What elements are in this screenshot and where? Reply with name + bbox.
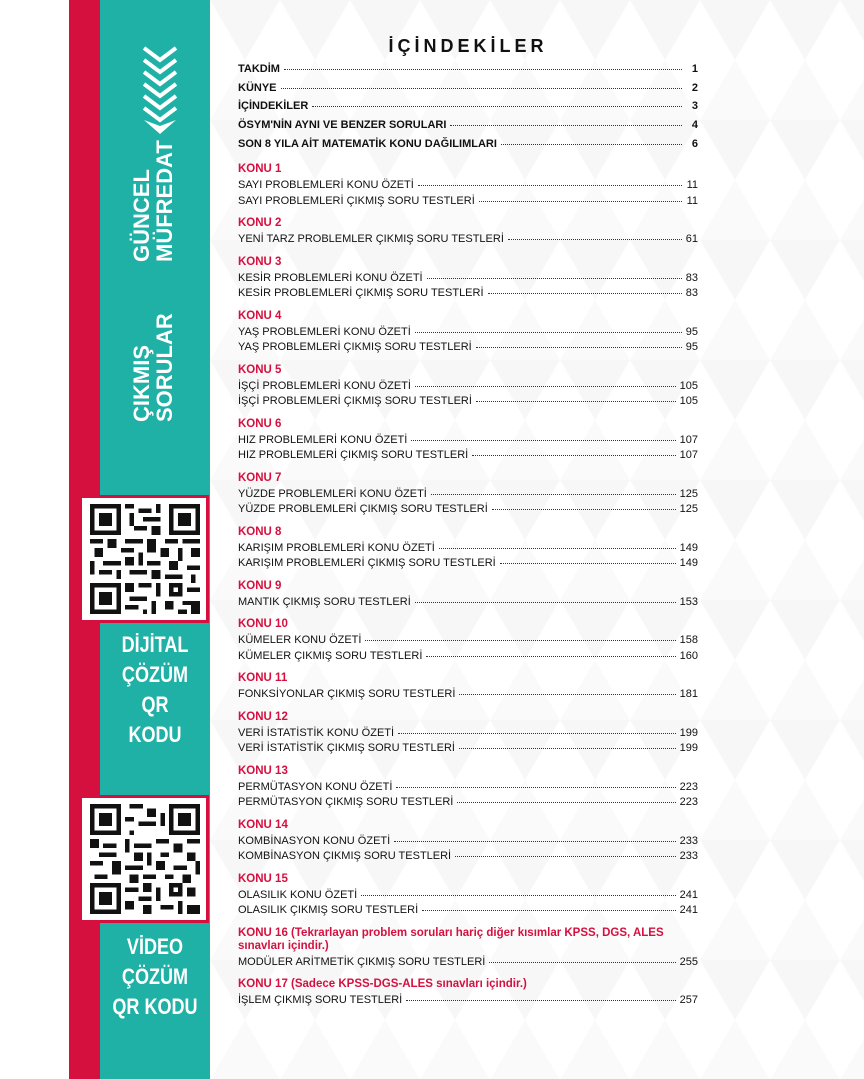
toc-section-heading: KONU 4 [238, 309, 282, 322]
toc-leader-dots [508, 239, 682, 240]
toc-leader-dots [492, 509, 676, 510]
toc-leader-dots [431, 494, 676, 495]
toc-section-heading: KONU 6 [238, 417, 282, 430]
toc-entry[interactable] [238, 994, 698, 1010]
toc-entry-label: SAYI PROBLEMLERİ KONU ÖZETİ [238, 179, 414, 192]
toc-entry-label: KOMBİNASYON ÇIKMIŞ SORU TESTLERİ [238, 850, 452, 863]
toc-entry[interactable] [238, 956, 698, 972]
toc-entry-label: İŞLEM ÇIKMIŞ SORU TESTLERİ [238, 994, 403, 1007]
toc-section-heading: KONU 14 [238, 818, 288, 831]
toc-leader-dots [488, 293, 682, 294]
toc-entry[interactable] [238, 488, 698, 504]
toc-entry[interactable] [238, 742, 698, 758]
toc-entry-page: 125 [679, 487, 698, 500]
toc-entry-label: YAŞ PROBLEMLERİ KONU ÖZETİ [238, 325, 411, 338]
toc-entry[interactable] [238, 688, 698, 704]
toc-entry-page: 11 [686, 179, 698, 192]
toc-entry-page: 181 [679, 688, 698, 701]
qr1-label-line: DİJİTAL [121, 632, 189, 657]
toc-section-heading: KONU 1 [238, 163, 282, 176]
digital-solution-qr-code[interactable] [79, 495, 209, 623]
toc-entry[interactable] [238, 650, 698, 666]
toc-section-heading: KONU 13 [238, 764, 288, 777]
toc-entry-page: 107 [679, 433, 698, 446]
toc-entry[interactable] [238, 634, 698, 650]
toc-entry-page: 95 [685, 325, 698, 338]
toc-entry-label: KESİR PROBLEMLERİ KONU ÖZETİ [238, 271, 423, 284]
toc-section-heading: KONU 2 [238, 217, 282, 230]
sidebar-guncel-mufredat [130, 140, 176, 262]
toc-leader-dots [312, 106, 682, 107]
toc-entry-page: 3 [691, 100, 698, 113]
toc-entry-page: 257 [679, 994, 698, 1007]
toc-leader-dots [427, 278, 682, 279]
qr1-label-line: ÇÖZÜM [121, 662, 189, 687]
toc-entry[interactable] [238, 781, 698, 797]
toc-leader-dots [281, 88, 682, 89]
toc-entry[interactable] [238, 100, 698, 119]
toc-entry[interactable] [238, 850, 698, 866]
toc-entry[interactable] [238, 449, 698, 465]
toc-entry-page: 1 [691, 63, 698, 75]
toc-entry-page: 2 [691, 81, 698, 94]
toc-section-heading: KONU 5 [238, 363, 282, 376]
toc-entry[interactable] [238, 341, 698, 357]
toc-entry[interactable] [238, 503, 698, 519]
toc-entry-label: KESİR PROBLEMLERİ ÇIKMIŞ SORU TESTLERİ [238, 287, 484, 300]
toc-entry[interactable] [238, 542, 698, 558]
toc-leader-dots [472, 455, 675, 456]
toc-entry-label: YÜZDE PROBLEMLERİ KONU ÖZETİ [238, 487, 427, 500]
toc-entry[interactable] [238, 796, 698, 812]
toc-leader-dots [459, 748, 676, 749]
sidebar-guncel: GÜNCEL [129, 169, 154, 262]
digital-solution-qr-label [110, 630, 200, 750]
toc-section-heading: KONU 3 [238, 255, 282, 268]
qr1-label-line: QR [141, 692, 169, 717]
sidebar-sorular: SORULAR [152, 313, 177, 422]
video-solution-qr-code[interactable] [79, 795, 209, 923]
toc-entry-page: 149 [679, 541, 698, 554]
toc-leader-dots [459, 694, 675, 695]
toc-entry-label: VERİ İSTATİSTİK ÇIKMIŞ SORU TESTLERİ [238, 742, 455, 755]
toc-entry-page: 153 [679, 595, 698, 608]
toc-leader-dots [284, 69, 682, 70]
toc-entry-page: 241 [679, 904, 698, 917]
toc-entry[interactable] [238, 233, 698, 249]
sidebar-cikmis: ÇIKMIŞ [129, 345, 154, 422]
toc-entry-label: İÇİNDEKİLER [238, 100, 309, 113]
toc-entry-label: YENİ TARZ PROBLEMLER ÇIKMIŞ SORU TESTLERİ [238, 233, 504, 246]
toc-entry-label: TAKDİM [238, 63, 280, 75]
toc-leader-dots [457, 802, 675, 803]
toc-entry-label: PERMÜTASYON KONU ÖZETİ [238, 780, 393, 793]
toc-leader-dots [365, 640, 675, 641]
toc-section-heading: KONU 8 [238, 525, 282, 538]
toc-entry-page: 6 [691, 137, 698, 150]
toc-entry-page: 125 [679, 503, 698, 516]
toc-entry-label: YAŞ PROBLEMLERİ ÇIKMIŞ SORU TESTLERİ [238, 341, 472, 354]
toc-leader-dots [415, 602, 676, 603]
toc-entry[interactable] [238, 596, 698, 612]
page-title: İÇİNDEKİLER [388, 36, 548, 56]
toc-entry[interactable] [238, 835, 698, 851]
toc-entry[interactable] [238, 272, 698, 288]
sidebar-mufredat: MÜFREDAT [152, 140, 177, 262]
toc-entry[interactable] [238, 179, 698, 195]
toc-entry-page: 158 [679, 634, 698, 647]
video-solution-qr-label [110, 932, 200, 1022]
toc-leader-dots [415, 386, 676, 387]
toc-entry-page: 83 [685, 287, 698, 300]
toc-leader-dots [418, 185, 682, 186]
qr1-label-line: KODU [128, 722, 182, 747]
toc-entry-label: MODÜLER ARİTMETİK ÇIKMIŞ SORU TESTLERİ [238, 955, 486, 968]
toc-entry-page: 241 [679, 888, 698, 901]
toc-entry-label: OLASILIK KONU ÖZETİ [238, 888, 358, 901]
toc-entry-label: KÜMELER KONU ÖZETİ [238, 634, 362, 647]
toc-entry[interactable] [238, 380, 698, 396]
toc-entry[interactable] [238, 326, 698, 342]
toc-section-heading: KONU 17 (Sadece KPSS-DGS-ALES sınavları içindir.) [238, 978, 527, 991]
toc-leader-dots [394, 841, 675, 842]
toc-entry[interactable] [238, 82, 698, 101]
toc-entry-page: 160 [679, 649, 698, 662]
qr2-label-line: VİDEO [126, 934, 184, 959]
toc-leader-dots [476, 401, 676, 402]
toc-entry-label: YÜZDE PROBLEMLERİ ÇIKMIŞ SORU TESTLERİ [238, 503, 488, 516]
toc-leader-dots [361, 895, 675, 896]
toc-leader-dots [396, 787, 675, 788]
toc-leader-dots [501, 144, 682, 145]
toc-entry-label: KÜMELER ÇIKMIŞ SORU TESTLERİ [238, 649, 423, 662]
toc-entry[interactable] [238, 557, 698, 573]
toc-entry-page: 83 [685, 271, 698, 284]
qr-code-icon [90, 504, 200, 614]
toc-entry[interactable] [238, 904, 698, 920]
toc-entry-page: 11 [686, 194, 698, 207]
toc-entry[interactable] [238, 195, 698, 211]
toc-leader-dots [406, 1000, 675, 1001]
toc-entry-page: 149 [679, 557, 698, 570]
toc-section-heading: KONU 12 [238, 710, 288, 723]
toc-entry[interactable] [238, 138, 698, 157]
toc-entry-label: SON 8 YILA AİT MATEMATİK KONU DAĞILIMLARI [238, 137, 497, 150]
toc-section-heading: KONU 9 [238, 579, 282, 592]
toc-entry-page: 233 [679, 850, 698, 863]
toc-entry-label: KOMBİNASYON KONU ÖZETİ [238, 834, 391, 847]
qr2-label-line: ÇÖZÜM [121, 964, 189, 989]
toc-leader-dots [489, 962, 675, 963]
toc-leader-dots [422, 910, 676, 911]
toc-entry-label: İŞÇİ PROBLEMLERİ ÇIKMIŞ SORU TESTLERİ [238, 395, 472, 408]
toc-entry-page: 107 [679, 449, 698, 462]
toc-leader-dots [450, 125, 682, 126]
qr2-label-line: QR KODU [112, 994, 198, 1019]
toc-leader-dots [500, 563, 676, 564]
toc-entry-page: 255 [679, 955, 698, 968]
toc-section-heading: KONU 15 [238, 872, 288, 885]
toc-entry-label: KARIŞIM PROBLEMLERİ ÇIKMIŞ SORU TESTLERİ [238, 557, 496, 570]
toc-entry-page: 105 [679, 395, 698, 408]
toc-entry[interactable] [238, 727, 698, 743]
qr-code-icon [90, 804, 200, 914]
toc-leader-dots [476, 347, 682, 348]
toc-entry-label: KÜNYE [238, 81, 277, 94]
toc-entry-page: 223 [679, 780, 698, 793]
toc-entry[interactable] [238, 287, 698, 303]
toc-entry-page: 223 [679, 796, 698, 809]
toc-entry-label: VERİ İSTATİSTİK KONU ÖZETİ [238, 726, 395, 739]
toc-entry[interactable] [238, 395, 698, 411]
toc-entry-page: 61 [685, 233, 698, 246]
toc-leader-dots [426, 656, 675, 657]
toc-entry[interactable] [238, 434, 698, 450]
toc-entry-page: 105 [679, 379, 698, 392]
table-of-contents [238, 63, 698, 1010]
sidebar-cikmis-sorular [130, 313, 176, 422]
toc-entry-page: 4 [691, 119, 698, 132]
toc-section-heading: KONU 11 [238, 672, 288, 685]
toc-leader-dots [479, 201, 682, 202]
toc-entry-label: FONKSİYONLAR ÇIKMIŞ SORU TESTLERİ [238, 688, 456, 701]
toc-leader-dots [455, 856, 676, 857]
toc-section-heading: KONU 7 [238, 471, 282, 484]
toc-entry-page: 199 [679, 726, 698, 739]
toc-section-heading: KONU 10 [238, 618, 288, 631]
toc-entry[interactable] [238, 63, 698, 82]
toc-entry-label: OLASILIK ÇIKMIŞ SORU TESTLERİ [238, 904, 419, 917]
toc-entry-label: MANTIK ÇIKMIŞ SORU TESTLERİ [238, 595, 411, 608]
toc-entry-label: ÖSYM'NİN AYNI VE BENZER SORULARI [238, 119, 447, 132]
toc-leader-dots [398, 733, 676, 734]
toc-entry[interactable] [238, 119, 698, 138]
toc-entry-page: 95 [685, 341, 698, 354]
toc-entry-label: SAYI PROBLEMLERİ ÇIKMIŞ SORU TESTLERİ [238, 194, 475, 207]
toc-leader-dots [415, 332, 682, 333]
toc-entry-label: KARIŞIM PROBLEMLERİ KONU ÖZETİ [238, 541, 435, 554]
toc-entry-label: PERMÜTASYON ÇIKMIŞ SORU TESTLERİ [238, 796, 454, 809]
toc-entry-page: 233 [679, 834, 698, 847]
chevron-down-icon [142, 46, 178, 136]
toc-section-heading: KONU 16 (Tekrarlayan problem soruları hariç diğer kısımlar KPSS, DGS, ALES sınavları içindir.) [238, 926, 664, 952]
toc-entry-label: HIZ PROBLEMLERİ ÇIKMIŞ SORU TESTLERİ [238, 449, 469, 462]
toc-leader-dots [439, 548, 676, 549]
toc-entry-label: HIZ PROBLEMLERİ KONU ÖZETİ [238, 433, 408, 446]
toc-entry-page: 199 [679, 742, 698, 755]
toc-entry[interactable] [238, 889, 698, 905]
toc-entry-label: İŞÇİ PROBLEMLERİ KONU ÖZETİ [238, 379, 411, 392]
toc-leader-dots [411, 440, 675, 441]
